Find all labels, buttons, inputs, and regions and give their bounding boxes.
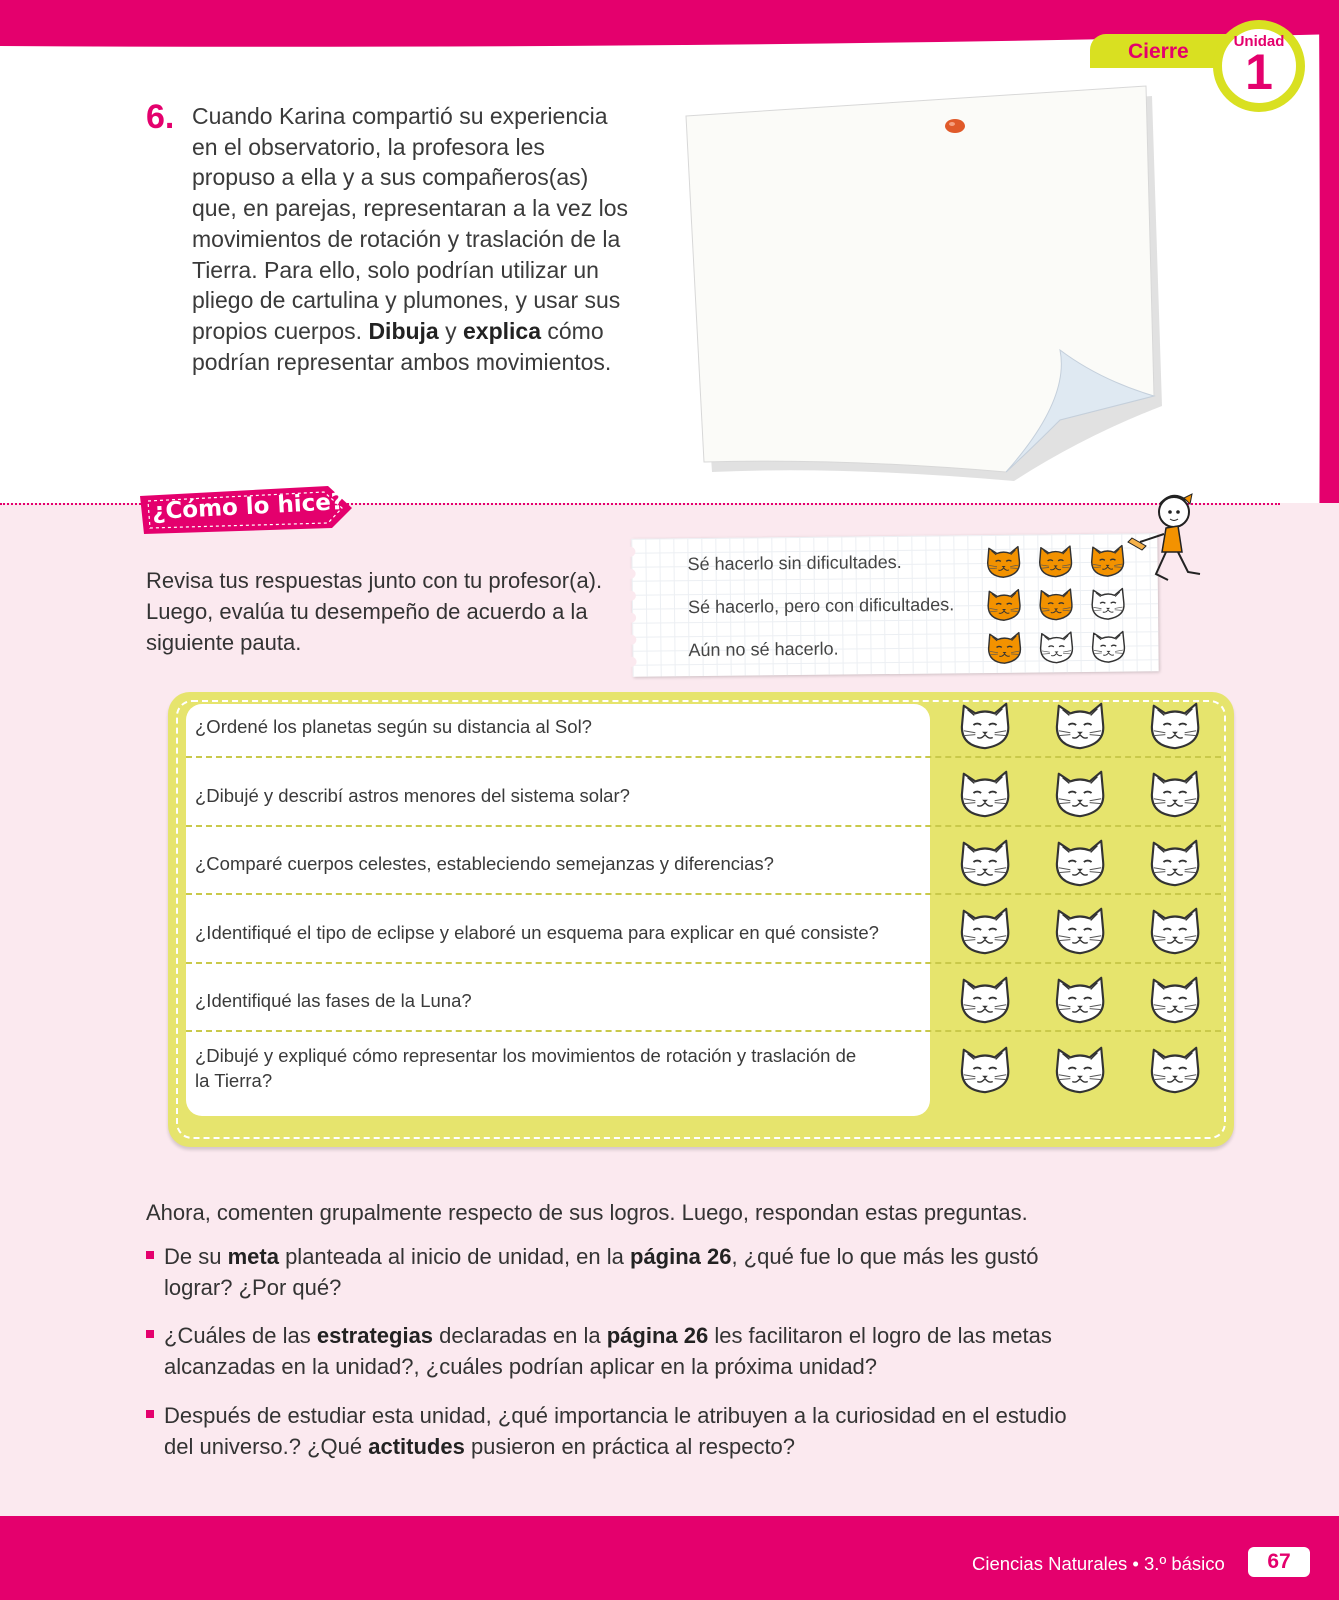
rating-cats-row-4 xyxy=(948,903,1218,959)
cat-face-icon[interactable] xyxy=(1146,766,1204,825)
rating-cats-row-6 xyxy=(948,1042,1218,1098)
bullet-text: , ¿qué fue lo que más les gustó lograr? ¿Por qué? xyxy=(164,1244,1039,1300)
rubric-row-3: ¿Comparé cuerpos celestes, estableciendo semejanzas y diferencias? xyxy=(195,853,774,874)
question-conj: y xyxy=(445,317,457,344)
rubric-row-4: ¿Identifiqué el tipo de eclipse y elaboré un esquema para explicar en qué consiste? xyxy=(195,922,879,943)
closing-intro: Ahora, comenten grupalmente respecto de sus logros. Luego, respondan estas preguntas. xyxy=(146,1200,1028,1225)
keyword: página 26 xyxy=(630,1244,732,1269)
bullet-text: planteada al inicio de unidad, en la xyxy=(278,1244,630,1269)
scale-cats-3 xyxy=(984,627,1144,665)
bullet-question-3 xyxy=(146,1400,1076,1462)
scale-label-2: Sé hacerlo, pero con dificultades. xyxy=(687,594,955,618)
cat-face-icon[interactable] xyxy=(956,972,1014,1031)
cat-face-empty-icon xyxy=(1088,628,1128,670)
cat-face-filled-icon xyxy=(984,629,1024,671)
section-label: Cierre xyxy=(1128,40,1189,63)
cat-face-icon[interactable] xyxy=(956,698,1014,757)
keyword: meta xyxy=(227,1244,279,1269)
tag-label: ¿Cómo lo hice? xyxy=(151,488,345,526)
cat-face-icon[interactable] xyxy=(956,903,1014,962)
cat-face-empty-icon xyxy=(1088,585,1128,627)
bullet-icon xyxy=(146,1410,154,1418)
drawing-note[interactable] xyxy=(680,80,1180,490)
question-tail: cómo podrían representar ambos movimientos. xyxy=(192,317,612,375)
cat-face-empty-icon xyxy=(1036,628,1076,670)
keyword: estrategias xyxy=(316,1323,434,1348)
cat-face-icon[interactable] xyxy=(1051,1042,1109,1101)
page-number: 67 xyxy=(1248,1547,1310,1577)
unit-number: 1 xyxy=(1245,44,1273,100)
rubric-row-2: ¿Dibujé y describí astros menores del sistema solar? xyxy=(195,785,630,806)
cat-face-icon[interactable] xyxy=(1051,766,1109,825)
cat-face-icon[interactable] xyxy=(1051,698,1109,757)
cat-face-icon[interactable] xyxy=(1051,835,1109,894)
footer-subject: Ciencias Naturales • 3.º básico xyxy=(972,1553,1225,1574)
bullet-text: pusieron en práctica al respecto? xyxy=(464,1434,796,1459)
bullet-question-2 xyxy=(146,1320,1076,1382)
rubric-row-6: ¿Dibujé y expliqué cómo representar los movimientos de rotación y traslación de la Tierra? xyxy=(195,1045,857,1091)
cat-face-filled-icon xyxy=(983,543,1023,585)
scale-cats-1 xyxy=(983,541,1143,579)
cat-face-icon[interactable] xyxy=(956,766,1014,825)
bullet-text: Después de estudiar esta unidad, ¿qué importancia le atribuyen a la curiosidad en el estudio del universo.? ¿Qué xyxy=(164,1403,1067,1459)
scale-cats-2 xyxy=(984,584,1144,622)
cat-face-icon[interactable] xyxy=(1051,903,1109,962)
scale-label-3: Aún no sé hacerlo. xyxy=(688,638,839,661)
instructions: Revisa tus respuestas junto con tu profesor(a). Luego, evalúa tu desempeño de acuerdo a la siguiente pauta. xyxy=(146,568,603,655)
question-number: 6. xyxy=(146,98,175,136)
unit-label: Unidad xyxy=(1233,33,1285,50)
cat-face-icon[interactable] xyxy=(1051,972,1109,1031)
rating-cats-row-3 xyxy=(948,835,1218,891)
rating-cats-row-1 xyxy=(948,698,1218,754)
rubric-table xyxy=(168,692,1234,1147)
cat-face-icon[interactable] xyxy=(1146,835,1204,894)
question-text xyxy=(192,101,632,377)
bullet-question-1 xyxy=(146,1241,1076,1303)
kid-mascot-icon xyxy=(1126,490,1216,590)
cat-face-filled-icon xyxy=(1087,542,1127,584)
pushpin-icon xyxy=(945,119,965,133)
bullet-text: ¿Cuáles de las xyxy=(164,1323,317,1348)
keyword-dibuja: Dibuja xyxy=(368,317,439,344)
cat-face-icon[interactable] xyxy=(956,835,1014,894)
cat-face-filled-icon xyxy=(1035,542,1075,584)
cat-face-filled-icon xyxy=(984,586,1024,628)
rating-cats-row-5 xyxy=(948,972,1218,1028)
cat-face-icon[interactable] xyxy=(1146,1042,1204,1101)
rubric-row-5: ¿Identifiqué las fases de la Luna? xyxy=(195,990,472,1011)
keyword: página 26 xyxy=(606,1323,709,1348)
rubric-row-1: ¿Ordené los planetas según su distancia al Sol? xyxy=(195,716,592,737)
bullet-text: declaradas en la xyxy=(433,1323,607,1348)
cat-face-icon[interactable] xyxy=(1146,903,1204,962)
cat-face-filled-icon xyxy=(1036,585,1076,627)
binder-holes xyxy=(625,539,640,677)
cat-face-icon[interactable] xyxy=(1146,698,1204,757)
row-divider xyxy=(186,825,1221,827)
question-body: Cuando Karina compartió su experiencia en el observatorio, la profesora les propuso a ella y a sus compañeros(as) que, en parejas, representaran a la vez los movimientos de rotación y traslación de la Tierra. Para ello, solo podrían utilizar un pliego de cartulina y plumones, y usar sus propios cuerpos. xyxy=(192,103,628,344)
scale-legend xyxy=(631,533,1158,677)
bullet-icon xyxy=(146,1251,154,1259)
bullet-text: les facilitaron el logro de las metas alcanzadas en la unidad?, ¿cuáles podrían aplicar en la próxima unidad? xyxy=(164,1323,1052,1379)
scale-label-1: Sé hacerlo sin dificultades. xyxy=(687,551,902,575)
row-divider xyxy=(186,962,1221,964)
rating-cats-row-2 xyxy=(948,766,1218,822)
cat-face-icon[interactable] xyxy=(1146,972,1204,1031)
cat-face-icon[interactable] xyxy=(956,1042,1014,1101)
bullet-text: De su xyxy=(164,1244,228,1269)
bullet-icon xyxy=(146,1330,154,1338)
keyword: actitudes xyxy=(368,1434,465,1459)
keyword-explica: explica xyxy=(463,317,541,344)
unit-badge xyxy=(1213,20,1305,112)
